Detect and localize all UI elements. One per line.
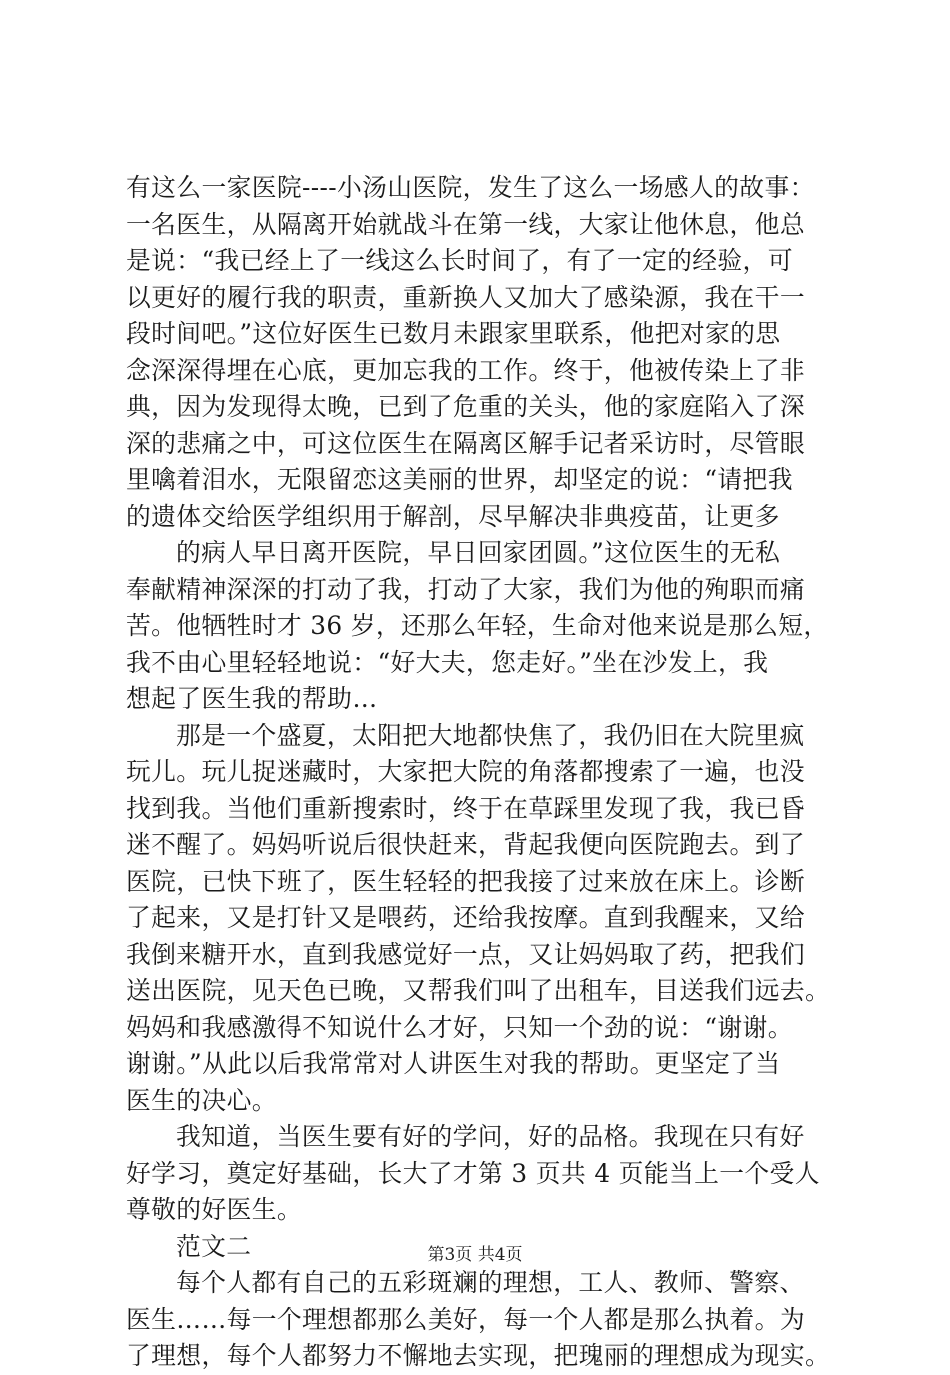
text-line: 典，因为发现得太晚，已到了危重的关头，他的家庭陷入了深 <box>126 392 805 421</box>
text-line: 段时间吧。”这位好医生已数月未跟家里联系，他把对家的思 <box>126 319 781 348</box>
text-line: 我倒来糖开水，直到我感觉好一点，又让妈妈取了药，把我们 <box>126 939 805 969</box>
text-line: 想起了医生我的帮助… <box>126 684 378 713</box>
text-line: 迷不醒了。妈妈听说后很快赶来，背起我便向医院跑去。到了 <box>126 830 805 859</box>
text-line: 有这么一家医院----小汤山医院，发生了这么一场感人的故事： <box>126 173 815 202</box>
text-line: 里噙着泪水，无限留恋这美丽的世界，却坚定的说：“请把我 <box>126 465 793 494</box>
text-line: 医院，已快下班了，医生轻轻的把我接了过来放在床上。诊断 <box>126 866 805 896</box>
text-line: 医生的决心。 <box>126 1085 277 1115</box>
body-text <box>126 170 831 1375</box>
text-line: 玩儿。玩儿捉迷藏时，大家把大院的角落都搜索了一遍，也没 <box>126 757 805 786</box>
text-line: 以更好的履行我的职责，重新换人又加大了感染源，我在干一 <box>126 282 805 312</box>
text-line: 尊敬的好医生。 <box>126 1195 303 1224</box>
text-line: 每个人都有自己的五彩斑斓的理想，工人、教师、警察、 <box>176 1268 805 1297</box>
text-line: 一名医生，从隔离开始就战斗在第一线，大家让他休息，他总 <box>126 209 805 239</box>
text-line: 的病人早日离开医院，早日回家团圆。”这位医生的无私 <box>176 538 781 567</box>
text-line: 念深深得埋在心底，更加忘我的工作。终于，他被传染上了非 <box>126 355 805 385</box>
text-line: 范文二 <box>176 1231 252 1261</box>
text-line: 好学习，奠定好基础，长大了才第 3 页共 4 页能当上一个受人 <box>126 1158 820 1188</box>
text-line: 谢谢。”从此以后我常常对人讲医生对我的帮助。更坚定了当 <box>126 1049 781 1078</box>
text-line: 我不由心里轻轻地说：“好大夫，您走好。”坐在沙发上，我 <box>126 647 769 677</box>
text-line: 了起来，又是打针又是喂药，还给我按摩。直到我醒来，又给 <box>126 903 805 932</box>
text-line: 了理想，每个人都努力不懈地去实现，把瑰丽的理想成为现实。 <box>126 1341 831 1370</box>
text-line: 是说：“我已经上了一线这么长时间了，有了一定的经验，可 <box>126 246 793 275</box>
text-line: 我知道，当医生要有好的学问，好的品格。我现在只有好 <box>176 1122 805 1151</box>
text-line: 找到我。当他们重新搜索时，终于在草踩里发现了我，我已昏 <box>126 793 805 823</box>
text-line: 奉献精神深深的打动了我，打动了大家，我们为他的殉职而痛 <box>126 574 805 604</box>
text-line: 妈妈和我感激得不知说什么才好，只知一个劲的说：“谢谢。 <box>126 1012 793 1042</box>
text-line: 的遗体交给医学组织用于解剖，尽早解决非典疫苗，让更多 <box>126 501 780 531</box>
text-line: 医生……每一个理想都那么美好，每一个人都是那么执着。为 <box>126 1304 805 1334</box>
text-line: 送出医院，见天色已晚，又帮我们叫了出租车，目送我们远去。 <box>126 976 831 1005</box>
text-line: 苦。他牺牲时才 36 岁，还那么年轻，生命对他来说是那么短， <box>126 611 829 640</box>
text-line: 那是一个盛夏，太阳把大地都快焦了，我仍旧在大院里疯 <box>176 720 805 750</box>
text-line: 深的悲痛之中，可这位医生在隔离区解手记者采访时，尽管眼 <box>126 428 805 458</box>
page-footer: 第3页 共4页 <box>427 1245 523 1265</box>
